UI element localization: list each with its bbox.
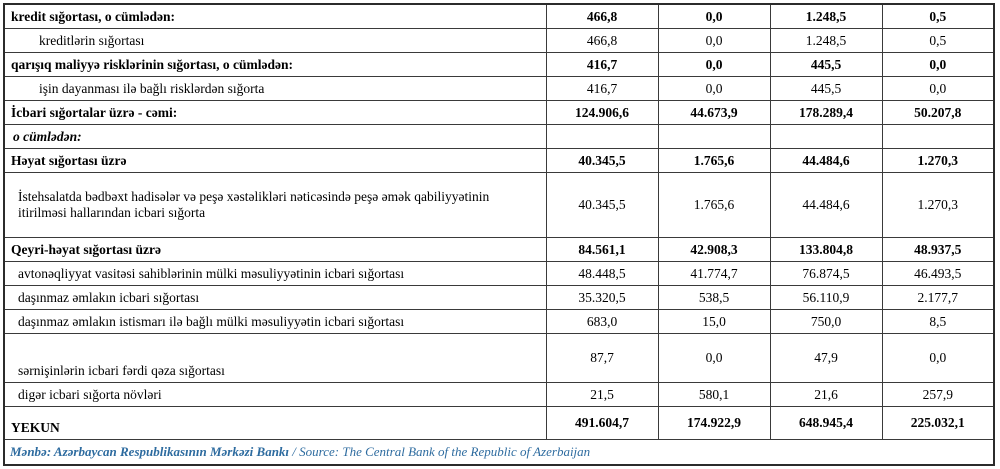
row-value: 2.177,7 xyxy=(882,286,994,310)
row-value xyxy=(546,125,658,149)
row-label: Həyat sığortası üzrə xyxy=(4,149,546,173)
row-value: 466,8 xyxy=(546,4,658,29)
row-value: 44.673,9 xyxy=(658,101,770,125)
row-value: 174.922,9 xyxy=(658,407,770,440)
table-row xyxy=(4,4,994,29)
row-value: 48.448,5 xyxy=(546,262,658,286)
row-label: o cümlədən: xyxy=(4,125,546,149)
row-value: 21,6 xyxy=(770,383,882,407)
row-value: 0,0 xyxy=(658,29,770,53)
row-value: 42.908,3 xyxy=(658,238,770,262)
row-value: 133.804,8 xyxy=(770,238,882,262)
row-value: 0,0 xyxy=(658,4,770,29)
table-row xyxy=(4,77,994,101)
row-value: 0,0 xyxy=(658,53,770,77)
row-value: 445,5 xyxy=(770,77,882,101)
row-label: sərnişinlərin icbari fərdi qəza sığortası xyxy=(4,334,546,383)
row-value: 50.207,8 xyxy=(882,101,994,125)
row-value: 445,5 xyxy=(770,53,882,77)
row-value: 21,5 xyxy=(546,383,658,407)
row-value: 1.765,6 xyxy=(658,149,770,173)
row-value: 40.345,5 xyxy=(546,173,658,238)
row-label: Qeyri-həyat sığortası üzrə xyxy=(4,238,546,262)
row-value: 0,0 xyxy=(882,77,994,101)
row-value: 1.270,3 xyxy=(882,173,994,238)
row-label: daşınmaz əmlakın icbari sığortası xyxy=(4,286,546,310)
row-value: 41.774,7 xyxy=(658,262,770,286)
source-note-en: / Source: The Central Bank of the Republic of Azerbaijan xyxy=(292,444,591,459)
row-value: 40.345,5 xyxy=(546,149,658,173)
table-row xyxy=(4,286,994,310)
row-label: qarışıq maliyyə risklərinin sığortası, o cümlədən: xyxy=(4,53,546,77)
insurance-table xyxy=(3,3,995,466)
row-label: YEKUN xyxy=(4,407,546,440)
row-value: 257,9 xyxy=(882,383,994,407)
row-label: digər icbari sığorta növləri xyxy=(4,383,546,407)
row-value: 416,7 xyxy=(546,53,658,77)
row-value: 0,0 xyxy=(882,334,994,383)
row-label: daşınmaz əmlakın istismarı ilə bağlı mülki məsuliyyətin icbari sığortası xyxy=(4,310,546,334)
row-value xyxy=(770,125,882,149)
row-label: İstehsalatda bədbəxt hadisələr və peşə xəstəlikləri nəticəsində peşə əmək qabiliyyətinin itirilməsi hallarından icbari sığorta xyxy=(4,173,546,238)
row-value: 1.248,5 xyxy=(770,29,882,53)
row-value: 225.032,1 xyxy=(882,407,994,440)
row-label: kredit sığortası, o cümlədən: xyxy=(4,4,546,29)
row-value: 76.874,5 xyxy=(770,262,882,286)
table-row xyxy=(4,383,994,407)
row-label: avtonəqliyyat vasitəsi sahiblərinin mülki məsuliyyətinin icbari sığortası xyxy=(4,262,546,286)
row-value xyxy=(658,125,770,149)
row-value: 178.289,4 xyxy=(770,101,882,125)
table-row xyxy=(4,173,994,238)
row-value: 750,0 xyxy=(770,310,882,334)
row-value: 1.248,5 xyxy=(770,4,882,29)
row-value: 44.484,6 xyxy=(770,173,882,238)
row-value: 0,0 xyxy=(658,77,770,101)
row-value: 491.604,7 xyxy=(546,407,658,440)
row-label: İcbari sığortalar üzrə - cəmi: xyxy=(4,101,546,125)
table-row xyxy=(4,149,994,173)
source-note-az: Mənbə: Azərbaycan Respublikasının Mərkəzi Bankı xyxy=(10,444,293,459)
table-row xyxy=(4,101,994,125)
table-row xyxy=(4,125,994,149)
row-value: 538,5 xyxy=(658,286,770,310)
row-value: 416,7 xyxy=(546,77,658,101)
row-value: 0,0 xyxy=(882,53,994,77)
row-value: 15,0 xyxy=(658,310,770,334)
table-row xyxy=(4,310,994,334)
row-value: 0,5 xyxy=(882,4,994,29)
row-value: 124.906,6 xyxy=(546,101,658,125)
row-value: 683,0 xyxy=(546,310,658,334)
source-note xyxy=(4,440,994,466)
table-row xyxy=(4,262,994,286)
row-value: 35.320,5 xyxy=(546,286,658,310)
table-row xyxy=(4,440,994,466)
table-row xyxy=(4,407,994,440)
row-value: 48.937,5 xyxy=(882,238,994,262)
table-row xyxy=(4,238,994,262)
row-label: işin dayanması ilə bağlı risklərdən sığorta xyxy=(4,77,546,101)
row-value: 44.484,6 xyxy=(770,149,882,173)
row-value: 8,5 xyxy=(882,310,994,334)
row-value: 56.110,9 xyxy=(770,286,882,310)
row-value: 47,9 xyxy=(770,334,882,383)
row-value: 0,0 xyxy=(658,334,770,383)
row-value: 46.493,5 xyxy=(882,262,994,286)
row-value: 0,5 xyxy=(882,29,994,53)
row-value: 580,1 xyxy=(658,383,770,407)
table-row xyxy=(4,29,994,53)
row-value: 84.561,1 xyxy=(546,238,658,262)
row-value: 466,8 xyxy=(546,29,658,53)
row-value: 1.270,3 xyxy=(882,149,994,173)
row-value: 87,7 xyxy=(546,334,658,383)
row-value xyxy=(882,125,994,149)
table-row xyxy=(4,53,994,77)
row-label: kreditlərin sığortası xyxy=(4,29,546,53)
row-value: 1.765,6 xyxy=(658,173,770,238)
table-row xyxy=(4,334,994,383)
row-value: 648.945,4 xyxy=(770,407,882,440)
